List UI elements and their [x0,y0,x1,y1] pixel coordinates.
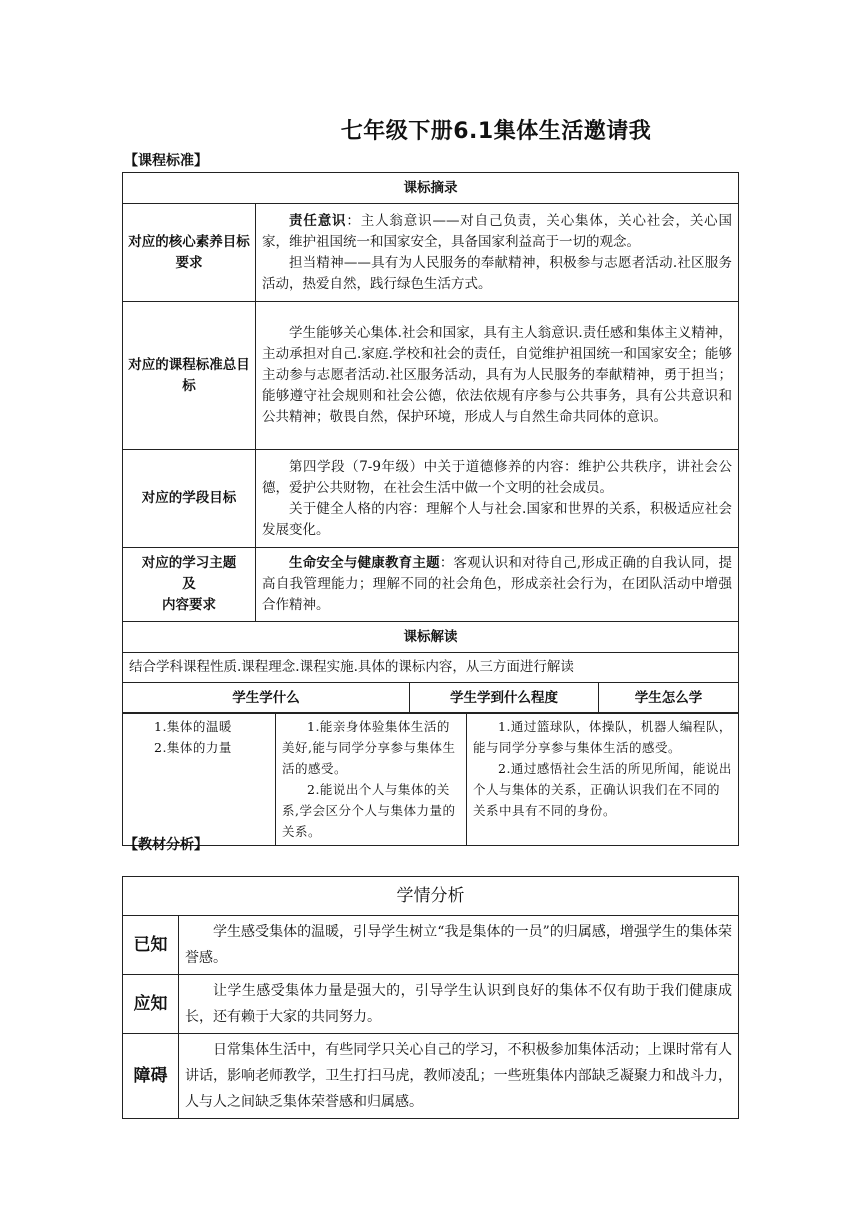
overall-goal-content [256,302,739,450]
core-literacy-label-text: 对应的核心素养目标要求 [128,233,250,271]
theme-label [123,548,256,622]
col-how-content [467,713,739,846]
theme-label-line2: 及 [182,576,196,592]
should-label: 应知 [123,975,179,1034]
overall-p: 学生能够关心集体.社会和国家，具有主人翁意识.责任感和集体主义精神，主动承担对自己.家庭.学校和社会的责任，自觉维护祖国统一和国家安全；能够主动参与志愿者活动.社区服务活动，具有为人民服务的奉献精神，勇于担当；能够遵守社会规则和社会公德，依法依规有序参与公共事务，具有公共意识和公共精神；敬畏自然，保护环境，形成人与自然生命共同体的意识。 [262,325,732,425]
col-degree-content [276,713,467,846]
core-literacy-content [256,204,739,302]
learning-analysis-table [122,876,739,1119]
known-content [179,916,739,975]
responsibility-term: 责任意识 [289,212,347,229]
col-what-header-text: 学生学什么 [232,689,300,706]
col-degree-header: 学生学到什么程度 [410,683,599,714]
theme-content [256,548,739,622]
textbook-section-label: 【教材分析】 [124,837,208,853]
interp-header: 课标解读 [123,622,739,653]
stage-goal-content [256,450,739,548]
stage-p2: 关于健全人格的内容：理解个人与社会.国家和世界的关系，积极适应社会发展变化。 [262,500,732,538]
core-literacy-label [123,204,256,302]
degree-p2: 2.能说出个人与集体的关系,学会区分个人与集体力量的关系。 [282,782,456,839]
curriculum-standards-table [122,172,739,714]
how-p2: 2.通过感悟社会生活的所见所闻，能说出个人与集体的关系，正确认识我们在不同的关系中具有不同的身份。 [473,761,732,818]
overall-goal-label [123,302,256,450]
title-text: 七年级下册6.1集体生活邀请我 [340,119,652,144]
how-p1: 1.通过篮球队，体操队，机器人编程队，能与同学分享参与集体生活的感受。 [473,719,732,755]
curriculum-section-label: 【课程标准】 [124,153,208,169]
obstacle-label: 障碍 [123,1034,179,1119]
excerpt-header: 课标摘录 [123,173,739,204]
what-item-2: 2.集体的力量 [154,740,232,755]
should-content [179,975,739,1034]
known-label: 已知 [123,916,179,975]
theme-label-line1: 对应的学习主题 [141,555,237,571]
analysis-header: 学情分析 [123,877,739,916]
theme-label-line3: 内容要求 [162,597,216,613]
theme-p: ：客观认识和对待自己,形成正确的自我认同，提高自我管理能力；理解不同的社会角色，形成亲社会行为，在团队活动中增强合作精神。 [262,555,733,613]
col-what-header [123,683,410,714]
should-text: 让学生感受集体力量是强大的，引导学生认识到良好的集体不仅有助于我们健康成长，还有赖于大家的共同努力。 [185,983,732,1025]
stage-goal-label: 对应的学段目标 [123,450,256,548]
core-p2: 担当精神——具有为人民服务的奉献精神，积极参与志愿者活动.社区服务活动，热爱自然，践行绿色生活方式。 [262,254,732,292]
interp-intro: 结合学科课程性质.课程理念.课程实施.具体的课标内容，从三方面进行解读 [123,653,739,683]
what-item-1: 1.集体的温暖 [154,719,232,734]
page-title [0,114,860,145]
degree-p1: 1.能亲身体验集体生活的美好,能与同学分享参与集体生活的感受。 [282,719,456,776]
known-text: 学生感受集体的温暖，引导学生树立“我是集体的一员”的归属感，增强学生的集体荣誉感。 [185,924,732,966]
core-p1: ：主人翁意识——对自己负责，关心集体，关心社会，关心国家，维护祖国统一和国家安全，具备国家利益高于一切的观念。 [262,212,733,250]
overall-goal-label-text: 对应的课程标准总目标 [128,356,250,394]
theme-term: 生命安全与健康教育主题 [289,555,440,571]
col-what-content [123,713,276,846]
interp-detail-table [122,712,739,846]
obstacle-text: 日常集体生活中，有些同学只关心自己的学习，不积极参加集体活动；上课时常有人讲话，影响老师教学，卫生打扫马虎，教师凌乱；一些班集体内部缺乏凝聚力和战斗力，人与人之间缺乏集体荣誉感和归属感。 [185,1042,732,1110]
col-how-header: 学生怎么学 [599,683,739,714]
stage-p1: 第四学段（7-9年级）中关于道德修养的内容：维护公共秩序，讲社会公德，爱护公共财物，在社会生活中做一个文明的社会成员。 [262,458,732,496]
obstacle-content [179,1034,739,1119]
